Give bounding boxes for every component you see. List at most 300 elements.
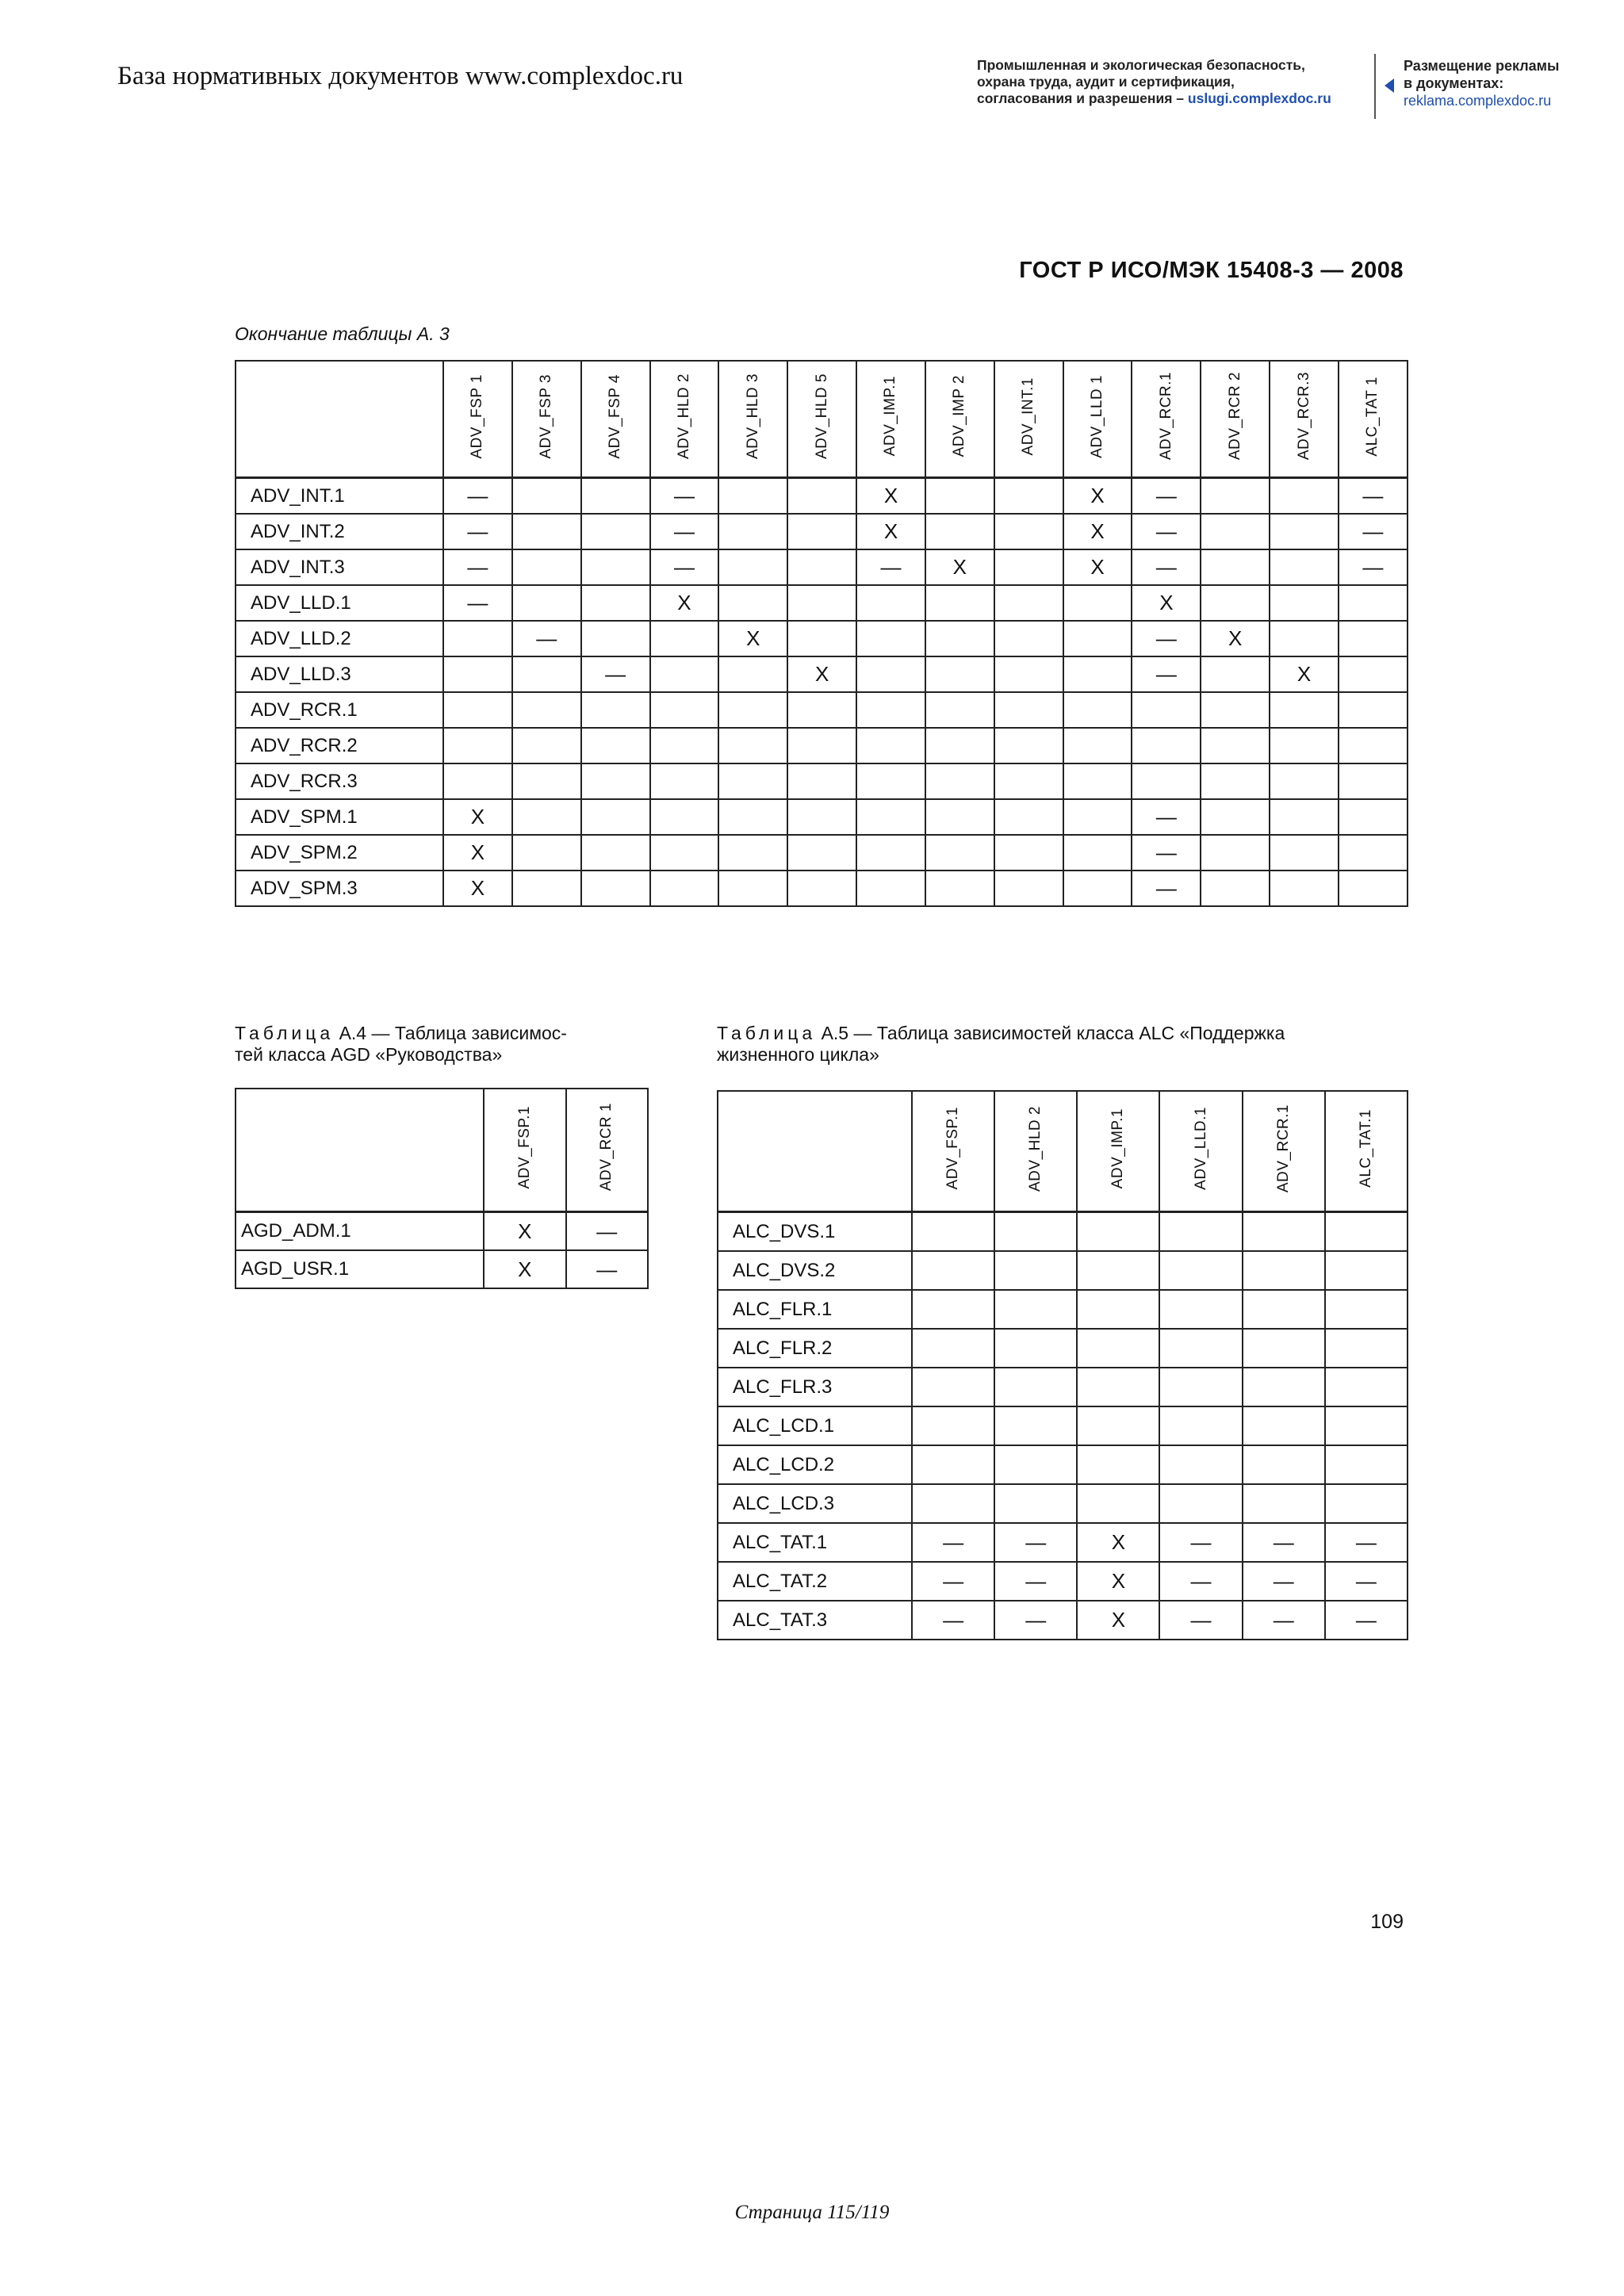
table-cell [650,621,719,656]
table-cell [912,1406,994,1445]
column-header [1325,1091,1408,1212]
table-a5-caption [717,1023,1285,1066]
table-cell [1159,1406,1242,1445]
table-row [236,1250,648,1288]
table-row [718,1601,1408,1640]
table-cell: — [1339,549,1408,585]
column-header-label: ADV_FSP 4 [607,373,624,459]
table-cell [856,871,925,906]
table-cell: X [925,549,994,585]
table-a5-header-row [718,1091,1408,1212]
table-cell: — [994,1562,1077,1601]
table-cell [1339,871,1408,906]
table-cell [650,835,719,871]
table-cell [1063,656,1132,692]
column-header-label: ADV_FSP.1 [515,1105,533,1189]
table-cell: X [443,799,512,835]
table-cell [994,871,1063,906]
table-cell [994,1290,1077,1329]
column-header-label: ADV_LLD 1 [1089,374,1106,458]
table-cell [787,728,856,763]
column-header [994,361,1063,478]
table-cell: — [566,1250,649,1288]
table-cell [512,478,581,515]
ads-block [1404,57,1559,109]
table-cell [1063,871,1132,906]
arrow-left-icon [1385,78,1394,93]
table-a4-caption-rest: А.4 — Таблица зависимос- [334,1023,567,1043]
table-cell [994,549,1063,585]
promo-link[interactable]: uslugi.complexdoc.ru [1187,90,1331,106]
table-cell [1132,692,1201,728]
promo-line-1: Промышленная и экологическая безопасность, [977,57,1305,73]
table-cell [994,1445,1077,1484]
table-cell [650,799,719,835]
table-cell [1325,1212,1408,1252]
page-number: 109 [1370,1911,1404,1933]
table-cell: — [650,549,719,585]
table-cell [1201,871,1270,906]
table-cell: — [1339,514,1408,549]
ads-link[interactable]: reklama.complexdoc.ru [1404,93,1552,109]
table-cell [1243,1290,1325,1329]
table-cell [912,1329,994,1368]
row-label: ALC_DVS.1 [718,1212,912,1252]
table-row [718,1368,1408,1406]
table-a3-header-row [236,361,1408,478]
table-cell [1243,1445,1325,1484]
table-a5-caption-line-1 [717,1023,1285,1044]
table-cell [650,656,719,692]
table-cell: — [994,1523,1077,1562]
column-header [1159,1091,1242,1212]
table-row [236,799,1408,835]
table-cell [1339,585,1408,621]
table-cell: — [994,1601,1077,1640]
column-header [718,361,787,478]
table-cell [787,799,856,835]
table-cell [912,1368,994,1406]
table-cell [581,871,650,906]
table-row [236,478,1408,515]
column-header [1201,361,1270,478]
table-a3 [235,360,1408,907]
table-cell [1077,1329,1159,1368]
table-cell [994,763,1063,799]
column-header [1270,361,1339,478]
table-cell [1201,549,1270,585]
table-cell [1077,1251,1159,1290]
table-cell [718,692,787,728]
table-cell [581,478,650,515]
table-cell [581,799,650,835]
table-cell: — [1325,1523,1408,1562]
column-header [1077,1091,1159,1212]
table-cell [1270,692,1339,728]
table-cell: X [1077,1562,1159,1601]
table-cell [856,585,925,621]
table-cell [994,621,1063,656]
table-cell: — [581,656,650,692]
table-cell [994,1251,1077,1290]
table-cell [1201,478,1270,515]
table-row [236,871,1408,906]
table-cell: — [1132,799,1201,835]
table-cell [1339,835,1408,871]
table-cell: — [1243,1601,1325,1640]
table-cell [787,871,856,906]
column-header-label: ADV_HLD 5 [813,373,830,459]
column-header [650,361,719,478]
table-cell [994,514,1063,549]
table-cell: X [484,1250,566,1288]
table-cell [1077,1406,1159,1445]
row-label: ALC_FLR.3 [718,1368,912,1406]
row-label: ADV_LLD.3 [236,656,443,692]
table-cell [1270,621,1339,656]
row-label: ADV_INT.2 [236,514,443,549]
table-cell: X [1063,549,1132,585]
table-cell: — [912,1601,994,1640]
column-header-label: ADV_HLD 3 [744,373,761,459]
table-cell [718,728,787,763]
table-cell [925,871,994,906]
footer-page-counter: Страница 115/119 [734,2202,890,2223]
table-cell [787,692,856,728]
table-cell [856,621,925,656]
table-cell [1339,692,1408,728]
row-label: ADV_INT.3 [236,549,443,585]
table-cell [443,763,512,799]
table-cell [856,656,925,692]
row-label: ADV_RCR.3 [236,763,443,799]
table-cell: — [443,549,512,585]
column-header-label: ADV_INT.1 [1020,377,1037,456]
table-cell [718,514,787,549]
table-cell [1325,1445,1408,1484]
table-cell [925,692,994,728]
table-cell: X [856,514,925,549]
table-cell [1201,728,1270,763]
column-header-label: ADV_HLD 2 [1027,1105,1044,1192]
ads-line-1: Размещение рекламы [1404,58,1560,74]
site-title: База нормативных документов www.complexdoc.ru [117,62,684,90]
table-cell [994,1368,1077,1406]
table-cell: — [912,1562,994,1601]
table-cell [718,871,787,906]
row-label: ADV_SPM.2 [236,835,443,871]
table-a5-caption-rest: А.5 — Таблица зависимостей класса ALC «Поддержка [816,1023,1285,1043]
table-cell: — [856,549,925,585]
table-cell [1325,1290,1408,1329]
table-cell: — [1132,549,1201,585]
table-cell [1077,1368,1159,1406]
table-a4-caption-prefix: Таблица [235,1023,335,1043]
table-cell [581,835,650,871]
row-label: ALC_LCD.1 [718,1406,912,1445]
table-cell [581,585,650,621]
table-cell: — [443,514,512,549]
table-cell [1243,1368,1325,1406]
table-cell: — [912,1523,994,1562]
table-cell: — [1132,835,1201,871]
row-label: ADV_RCR.1 [236,692,443,728]
table-row [236,835,1408,871]
table-cell [912,1484,994,1523]
table-cell: — [512,621,581,656]
table-cell [718,835,787,871]
column-header [443,361,512,478]
row-label: ADV_LLD.1 [236,585,443,621]
table-cell [1201,763,1270,799]
table-cell [1077,1445,1159,1484]
table-cell [925,799,994,835]
table-cell [443,656,512,692]
table-cell [1270,871,1339,906]
table-cell [1339,799,1408,835]
table-row [718,1329,1408,1368]
table-cell [512,835,581,871]
table-cell: — [1132,478,1201,515]
table-cell [1063,835,1132,871]
table-row [718,1290,1408,1329]
table-cell [787,514,856,549]
table-cell [1132,728,1201,763]
table-cell [994,835,1063,871]
table-cell [912,1290,994,1329]
table-a4-caption-line-1 [235,1023,567,1044]
table-cell [1077,1484,1159,1523]
table-cell: X [1132,585,1201,621]
table-cell [856,692,925,728]
table-cell: — [1243,1523,1325,1562]
table-cell: — [1325,1562,1408,1601]
promo-line-3-text: согласования и разрешения – [977,90,1188,106]
table-row [236,728,1408,763]
table-cell [650,871,719,906]
table-row [236,763,1408,799]
table-cell [1159,1290,1242,1329]
table-cell: X [650,585,719,621]
table-cell [512,585,581,621]
column-header [1132,361,1201,478]
table-cell [1063,585,1132,621]
table-row [236,585,1408,621]
table-cell [925,585,994,621]
table-cell [718,585,787,621]
table-cell: X [1201,621,1270,656]
table-cell: — [566,1212,649,1251]
table-cell [994,478,1063,515]
table-cell [925,478,994,515]
table-cell [1243,1484,1325,1523]
table-cell [581,514,650,549]
table-cell: X [856,478,925,515]
table-cell [1270,763,1339,799]
table-cell [581,549,650,585]
column-header [566,1089,649,1212]
table-cell [1270,799,1339,835]
table-a4-header-row [236,1089,648,1212]
table-cell: — [443,478,512,515]
table-cell [512,656,581,692]
row-label: ADV_SPM.3 [236,871,443,906]
table-cell [581,692,650,728]
table-cell [443,692,512,728]
table-cell: — [1159,1523,1242,1562]
table-cell [1325,1484,1408,1523]
header-divider [1374,54,1376,119]
table-a4-caption [235,1023,567,1066]
table-row [718,1445,1408,1484]
table-cell [512,763,581,799]
table-cell [994,1212,1077,1252]
table-cell: — [650,514,719,549]
table-cell [925,514,994,549]
table-cell [1201,656,1270,692]
table-cell: — [1132,621,1201,656]
ads-line-2: в документах: [1404,75,1504,91]
column-header-label: ADV_RCR 1 [598,1103,615,1192]
standard-title: ГОСТ Р ИСО/МЭК 15408-3 — 2008 [1019,258,1404,283]
table-cell [912,1212,994,1252]
table-cell [1063,621,1132,656]
table-cell [1201,514,1270,549]
table-a5-corner-cell [718,1091,912,1212]
table-cell: X [1077,1523,1159,1562]
column-header [484,1089,566,1212]
table-cell [1339,763,1408,799]
table-cell [1063,763,1132,799]
row-label: AGD_USR.1 [236,1250,484,1288]
row-label: ALC_DVS.2 [718,1251,912,1290]
table-cell [1201,835,1270,871]
table-cell [1325,1329,1408,1368]
table-cell [787,549,856,585]
table-cell [1159,1251,1242,1290]
table-row [718,1523,1408,1562]
column-header-label: ADV_FSP 3 [538,373,555,459]
table-cell [856,799,925,835]
table-cell [1159,1368,1242,1406]
table-row [236,549,1408,585]
table-cell [718,799,787,835]
table-cell [1243,1212,1325,1252]
table-cell [1077,1212,1159,1252]
table-cell [912,1445,994,1484]
table-cell: X [718,621,787,656]
column-header-label: ALC_TAT.1 [1357,1109,1374,1188]
table-cell [581,763,650,799]
column-header [1339,361,1408,478]
column-header [512,361,581,478]
table-cell [512,799,581,835]
column-header-label: ADV_RCR.1 [1274,1104,1292,1193]
table-cell: X [787,656,856,692]
table-cell: X [484,1212,566,1251]
table-cell: X [1270,656,1339,692]
table-cell [443,621,512,656]
table-cell [1270,585,1339,621]
table-cell [718,763,787,799]
table-cell [1270,835,1339,871]
row-label: ALC_LCD.2 [718,1445,912,1484]
promo-block [977,57,1331,107]
table-cell [581,621,650,656]
row-label: ALC_TAT.1 [718,1523,912,1562]
column-header-label: ADV_RCR.1 [1157,372,1174,461]
table-cell [650,728,719,763]
table-cell [512,514,581,549]
column-header-label: ADV_FSP 1 [469,373,486,459]
column-header-label: ADV_HLD 2 [675,373,692,459]
table-cell [1201,692,1270,728]
table-cell: — [1132,514,1201,549]
table-cell [512,549,581,585]
table-cell: — [1325,1601,1408,1640]
table-cell: X [1077,1601,1159,1640]
table-cell [1325,1406,1408,1445]
column-header-label: ADV_FSP.1 [944,1107,962,1190]
table-cell [512,871,581,906]
column-header-label: ADV_RCR.3 [1295,372,1312,461]
table-cell [925,621,994,656]
column-header-label: ADV_RCR 2 [1226,372,1243,461]
table-cell: — [650,478,719,515]
column-header [994,1091,1077,1212]
table-cell [925,656,994,692]
column-header-label: ADV_LLD.1 [1192,1107,1209,1190]
table-a5-caption-prefix: Таблица [717,1023,817,1043]
table-row [718,1484,1408,1523]
table-cell [1339,656,1408,692]
row-label: ALC_TAT.3 [718,1601,912,1640]
table-cell [994,1406,1077,1445]
table-cell [925,763,994,799]
column-header-label: ADV_IMP 2 [951,375,968,457]
table-row [236,692,1408,728]
table-cell [1325,1368,1408,1406]
table-cell [994,1484,1077,1523]
table-cell [856,763,925,799]
row-label: ADV_INT.1 [236,478,443,515]
table-a5 [717,1090,1408,1640]
table-cell: — [1132,871,1201,906]
table-cell [787,585,856,621]
promo-line-3 [977,90,1331,107]
table-cell [1132,763,1201,799]
table-cell [1063,692,1132,728]
table-cell [1270,514,1339,549]
table-cell: X [1063,478,1132,515]
column-header [856,361,925,478]
table-cell [994,799,1063,835]
row-label: ALC_LCD.3 [718,1484,912,1523]
table-cell [787,621,856,656]
table-a4 [235,1088,649,1289]
table-cell [581,728,650,763]
table-cell [718,656,787,692]
table-cell: — [1339,478,1408,515]
table-cell [1243,1251,1325,1290]
column-header [1243,1091,1325,1212]
table-cell [925,728,994,763]
table-row [718,1251,1408,1290]
promo-line-2: охрана труда, аудит и сертификация, [977,74,1235,90]
row-label: ADV_SPM.1 [236,799,443,835]
table-cell [787,763,856,799]
table-cell: — [1159,1562,1242,1601]
